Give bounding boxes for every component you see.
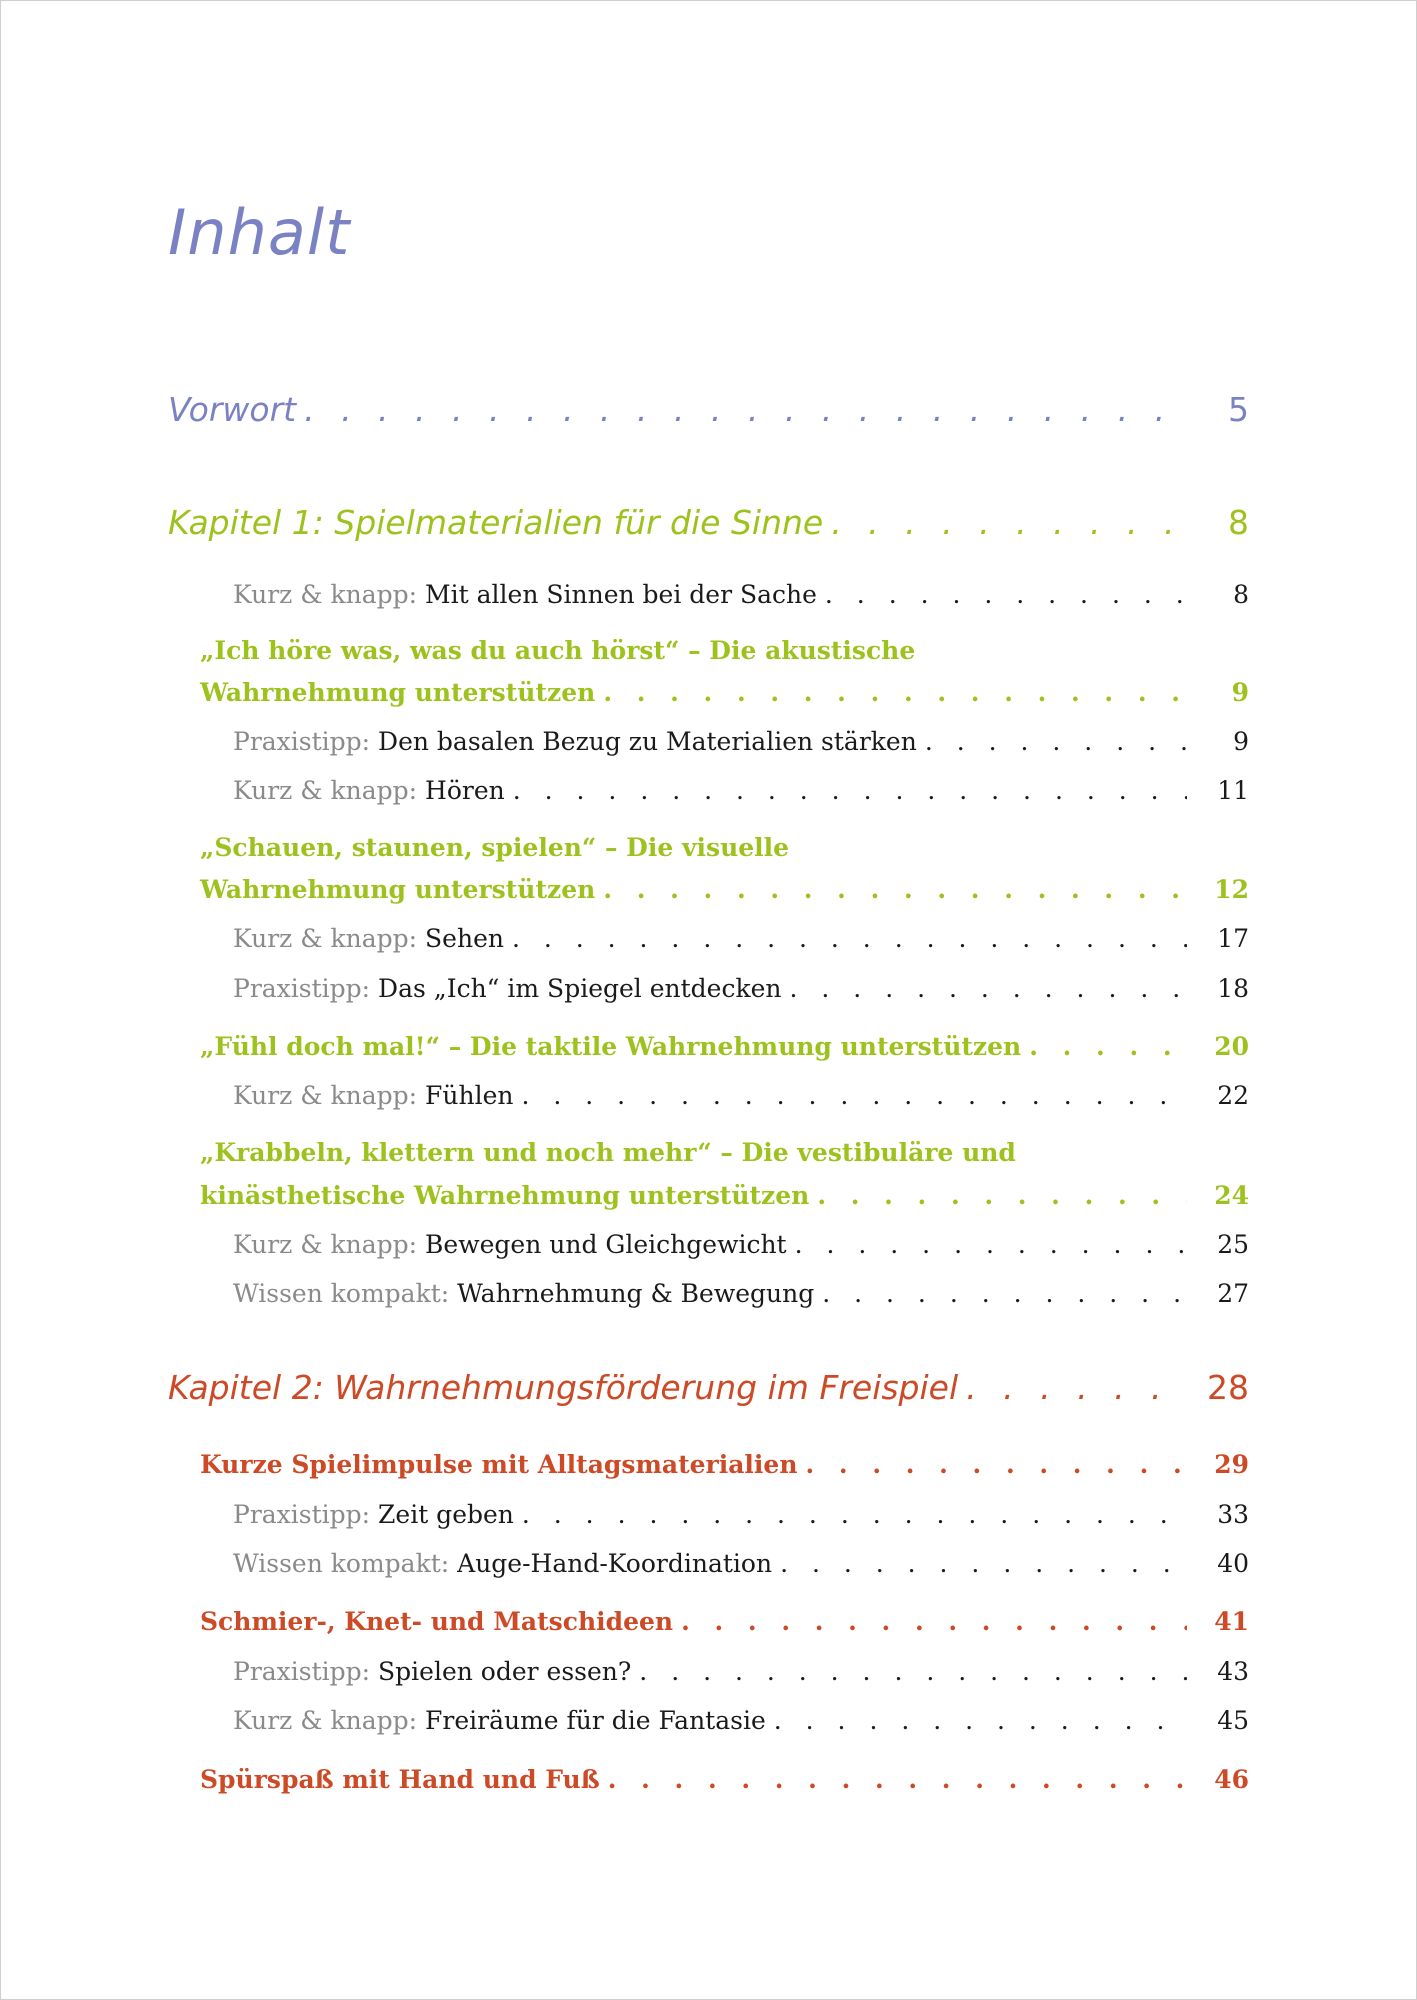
leader-dots (304, 390, 1181, 429)
leader-dots (522, 1500, 1187, 1529)
toc-entry[interactable] (233, 1549, 1249, 1578)
leader-dots (831, 503, 1181, 542)
leader-dots (512, 924, 1187, 953)
entry-page: 8 (1233, 580, 1249, 609)
toc-section[interactable] (200, 1032, 1249, 1061)
toc-section[interactable] (200, 1450, 1249, 1479)
entry-text: Sehen (425, 924, 504, 953)
leader-dots (966, 1368, 1181, 1407)
toc-entry[interactable] (233, 1657, 1249, 1686)
toc-chapter-2[interactable] (168, 1368, 1249, 1407)
toc-entry[interactable] (233, 776, 1249, 805)
toc-entry[interactable] (233, 1706, 1249, 1735)
entry-prefix: Kurz & knapp: (233, 776, 418, 805)
leader-dots (603, 678, 1187, 707)
section-heading: „Fühl doch mal!“ – Die taktile Wahrnehmung unterstützen (200, 1032, 1022, 1061)
toc-entry[interactable] (233, 1081, 1249, 1110)
leader-dots (817, 1181, 1187, 1210)
toc-entry[interactable] (233, 580, 1249, 609)
section-page: 41 (1214, 1607, 1249, 1636)
toc-entry[interactable] (233, 924, 1249, 953)
section-heading: Kurze Spielimpulse mit Alltagsmaterialien (200, 1450, 798, 1479)
entry-prefix: Praxistipp: (233, 974, 371, 1003)
page-title: Inhalt (168, 196, 351, 269)
section-heading-line1[interactable]: „Schauen, staunen, spielen“ – Die visuelle (200, 833, 790, 862)
section-page: 29 (1214, 1450, 1249, 1479)
toc-vorwort[interactable] (168, 390, 1249, 429)
entry-prefix: Kurz & knapp: (233, 1706, 418, 1735)
entry-prefix: Kurz & knapp: (233, 924, 418, 953)
entry-text: Freiräume für die Fantasie (425, 1706, 766, 1735)
entry-page: 33 (1217, 1500, 1249, 1529)
entry-text: Fühlen (425, 1081, 514, 1110)
toc-section[interactable] (200, 1765, 1249, 1794)
entry-text: Zeit geben (378, 1500, 514, 1529)
toc-section[interactable] (200, 1181, 1249, 1210)
entry-page: 11 (1217, 776, 1249, 805)
section-page: 46 (1214, 1765, 1249, 1794)
section-page: 20 (1214, 1032, 1249, 1061)
entry-prefix: Praxistipp: (233, 1500, 371, 1529)
leader-dots (681, 1607, 1187, 1636)
leader-dots (522, 1081, 1188, 1110)
entry-text: Spielen oder essen? (378, 1657, 632, 1686)
toc-entry[interactable] (233, 1230, 1249, 1259)
leader-dots (513, 776, 1187, 805)
entry-text: Auge-Hand-Koordination (457, 1549, 773, 1578)
toc-chapter-1[interactable] (168, 503, 1249, 542)
entry-page: 43 (1217, 1657, 1249, 1686)
leader-dots (790, 974, 1187, 1003)
entry-text: Bewegen und Gleichgewicht (425, 1230, 787, 1259)
section-heading-line1[interactable]: „Krabbeln, klettern und noch mehr“ – Die vestibuläre und (200, 1138, 1016, 1167)
leader-dots (795, 1230, 1187, 1259)
entry-text: Hören (425, 776, 505, 805)
entry-page: 17 (1217, 924, 1249, 953)
entry-prefix: Kurz & knapp: (233, 1230, 418, 1259)
entry-prefix: Praxistipp: (233, 1657, 371, 1686)
leader-dots (780, 1549, 1187, 1578)
section-page: 9 (1231, 678, 1249, 707)
section-heading: Spürspaß mit Hand und Fuß (200, 1765, 600, 1794)
toc-section[interactable] (200, 875, 1249, 904)
entry-prefix: Kurz & knapp: (233, 580, 418, 609)
toc-chapter-2-page: 28 (1207, 1368, 1249, 1407)
leader-dots (608, 1765, 1187, 1794)
section-page: 12 (1214, 875, 1249, 904)
entry-prefix: Wissen kompakt: (233, 1549, 450, 1578)
section-heading-line1[interactable]: „Ich höre was, was du auch hörst“ – Die akustische (200, 636, 916, 665)
entry-page: 25 (1217, 1230, 1249, 1259)
section-heading-line2: kinästhetische Wahrnehmung unterstützen (200, 1181, 810, 1210)
section-heading: Schmier-, Knet- und Matschideen (200, 1607, 674, 1636)
leader-dots (774, 1706, 1187, 1735)
entry-prefix: Praxistipp: (233, 727, 371, 756)
entry-page: 18 (1217, 974, 1249, 1003)
toc-chapter-2-label: Kapitel 2: Wahrnehmungsförderung im Freispiel (168, 1368, 959, 1407)
toc-section[interactable] (200, 1607, 1249, 1636)
section-heading-line2: Wahrnehmung unterstützen (200, 875, 596, 904)
leader-dots (925, 727, 1187, 756)
entry-page: 45 (1217, 1706, 1249, 1735)
entry-text: Mit allen Sinnen bei der Sache (425, 580, 817, 609)
leader-dots (806, 1450, 1188, 1479)
entry-page: 40 (1217, 1549, 1249, 1578)
toc-entry[interactable] (233, 974, 1249, 1003)
toc-entry[interactable] (233, 1500, 1249, 1529)
toc-chapter-1-page: 8 (1228, 503, 1249, 542)
entry-page: 27 (1217, 1279, 1249, 1308)
toc-vorwort-page: 5 (1228, 390, 1249, 429)
toc-vorwort-label: Vorwort (168, 390, 297, 429)
entry-text: Wahrnehmung & Bewegung (457, 1279, 815, 1308)
entry-text: Das „Ich“ im Spiegel entdecken (378, 974, 782, 1003)
leader-dots (639, 1657, 1187, 1686)
section-page: 24 (1214, 1181, 1249, 1210)
entry-prefix: Kurz & knapp: (233, 1081, 418, 1110)
leader-dots (603, 875, 1187, 904)
toc-entry[interactable] (233, 727, 1249, 756)
leader-dots (822, 1279, 1187, 1308)
leader-dots (825, 580, 1187, 609)
entry-page: 22 (1217, 1081, 1249, 1110)
toc-entry[interactable] (233, 1279, 1249, 1308)
entry-page: 9 (1233, 727, 1249, 756)
leader-dots (1029, 1032, 1187, 1061)
entry-prefix: Wissen kompakt: (233, 1279, 450, 1308)
toc-chapter-1-label: Kapitel 1: Spielmaterialien für die Sinne (168, 503, 824, 542)
toc-section[interactable] (200, 678, 1249, 707)
section-heading-line2: Wahrnehmung unterstützen (200, 678, 596, 707)
entry-text: Den basalen Bezug zu Materialien stärken (378, 727, 917, 756)
